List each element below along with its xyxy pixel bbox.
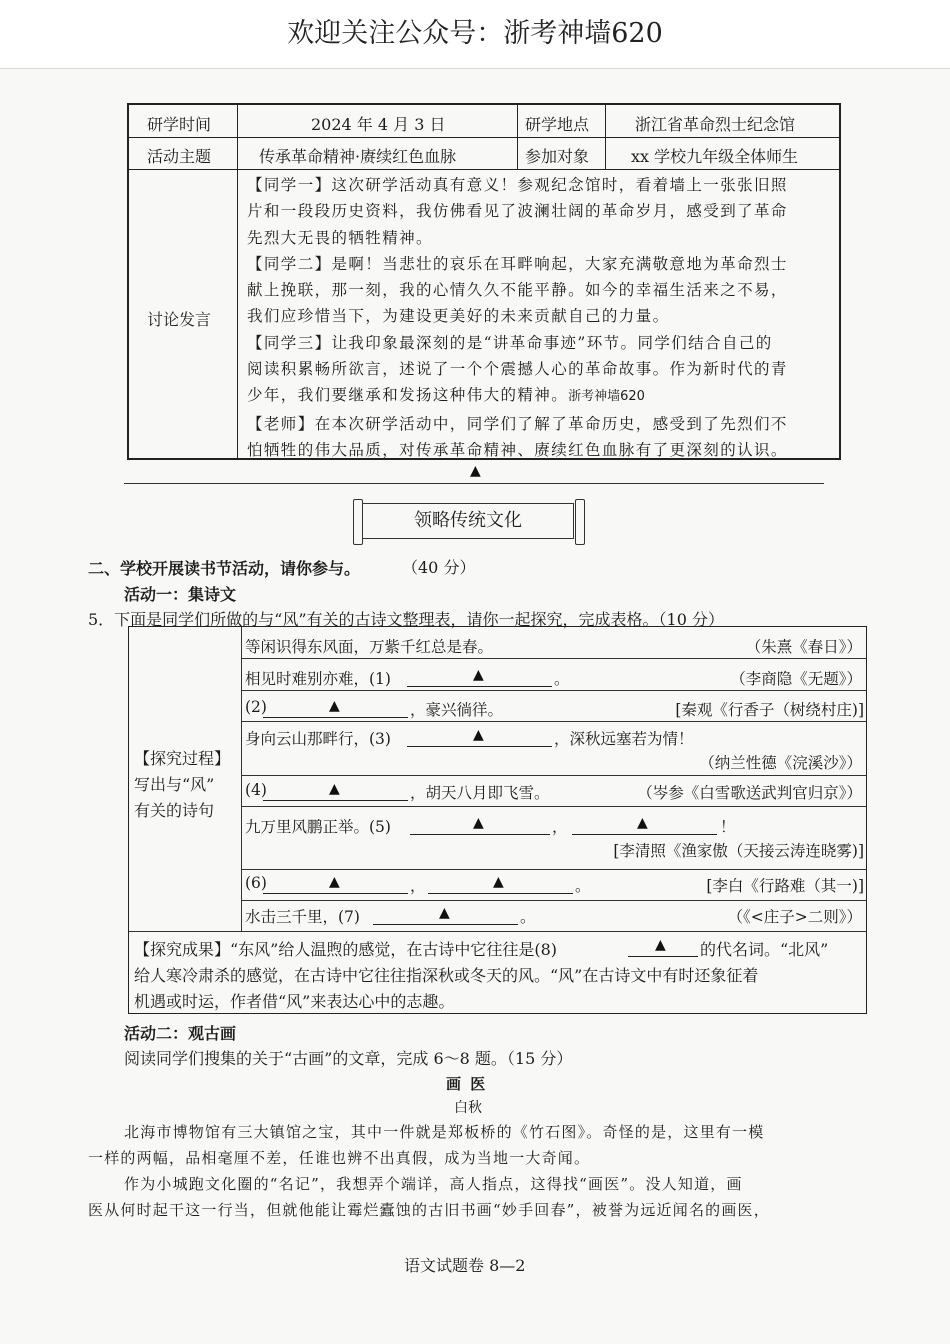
place-label: 研学地点 [525, 115, 590, 134]
poem-line: (2) [245, 698, 267, 716]
answer-blank-2[interactable] [263, 717, 408, 718]
poem-line: 相见时难别亦难，(1) [245, 670, 391, 688]
article-line: 北海市博物馆有三大镇馆之宝，其中一件就是郑板桥的《竹石图》。奇怪的是，这里有一模 [124, 1123, 765, 1141]
discussion-line: 【同学一】这次研学活动真有意义！参观纪念馆时，看着墙上一张张旧照 [247, 176, 788, 194]
article-author: 白秋 [454, 1100, 482, 1116]
blank-marker: ▲ [473, 667, 484, 683]
article-body [88, 1119, 770, 1223]
scroll-right-roll [575, 499, 585, 545]
discussion-line: 【老师】在本次研学活动中，同学们了解了革命历史，感受到了先烈们不 [247, 414, 788, 433]
banner-title: 欢迎关注公众号：浙考神墙620 [0, 0, 950, 69]
page-footer: 语文试题卷 8—2 [404, 1256, 526, 1275]
poem-line: ，深秋远塞若为情！ [554, 730, 694, 748]
poem-source: [李白《行路难（其一)] [706, 877, 864, 895]
section-title-box: 领略传统文化 [362, 503, 574, 539]
discussion-text [247, 172, 788, 463]
discussion-line: 先烈大无畏的牺牲精神。 [247, 228, 433, 247]
poem-line: 等闲识得东风面，万紫千红总是春。 [245, 638, 494, 656]
poem-line: 九万里风鹏正举。(5) [245, 818, 391, 836]
poem-line: ，豪兴徜徉。 [410, 701, 504, 719]
result-text: 给人寒冷肃杀的感觉，在古诗中它往往指深秋或冬天的风。“风”在古诗文中有时还象征着 [134, 966, 759, 985]
process-label: 【探究过程】 [134, 749, 231, 768]
time-label: 研学时间 [147, 115, 212, 134]
activity-two-intro: 阅读同学们搜集的关于“古画”的文章，完成 6～8 题。（15 分） [124, 1049, 573, 1068]
poem-line: (4) [245, 781, 267, 799]
poem-source: （李商隐《无题》） [730, 670, 862, 688]
time-value: 2024 年 4 月 3 日 [311, 115, 446, 134]
poem-source: （岑参《白雪歌送武判官归京》） [637, 784, 862, 802]
research-table [127, 103, 841, 460]
discussion-label: 讨论发言 [147, 310, 212, 329]
blank-marker: ▲ [655, 937, 666, 953]
blank-marker: ▲ [473, 815, 484, 831]
poem-punct: 。 [554, 670, 570, 688]
target-label: 参加对象 [525, 147, 590, 166]
answer-blank-5b[interactable] [572, 834, 717, 835]
poem-punct: ！ [720, 818, 736, 836]
poem-punct: 。 [520, 908, 536, 926]
result-text: 【探究成果】“东风”给人温煦的感觉，在古诗中它往往是(8) [134, 940, 558, 959]
process-label: 写出与“风” [134, 775, 215, 794]
answer-blank-8[interactable] [628, 956, 698, 957]
discussion-line: 献上挽联，那一刻，我的心情久久不能平静。如今的幸福生活来之不易， [247, 281, 788, 300]
section-two-score: （40 分） [402, 558, 476, 577]
theme-value: 传承革命精神·赓续红色血脉 [259, 147, 457, 166]
discussion-line: 阅读积累畅所欲言，述说了一个个震撼人心的革命故事。作为新时代的青 [247, 360, 788, 379]
answer-blank-5a[interactable] [410, 834, 550, 835]
article-line: 一样的两幅，品相毫厘不差，任谁也辨不出真假，成为当地一大奇闻。 [88, 1149, 591, 1167]
discussion-line: 【同学三】让我印象最深刻的是“讲革命事迹”环节。同学们结合自己的 [247, 333, 773, 352]
poem-line: 水击三千里，(7) [245, 908, 360, 926]
discussion-line: 片和一段段历史资料，我仿佛看见了波澜壮阔的革命岁月，感受到了革命 [247, 202, 788, 221]
poem-source: （朱熹《春日》） [745, 638, 862, 656]
theme-label: 活动主题 [147, 147, 212, 166]
result-text: 的代名词。“北风” [700, 940, 829, 959]
poem-punct: 。 [575, 877, 591, 895]
activity-one-title: 活动一：集诗文 [124, 585, 237, 604]
poem-source: （纳兰性德《浣溪沙》） [699, 754, 862, 772]
blank-marker: ▲ [439, 905, 450, 921]
discussion-line: 少年，我们要继承和发扬这种伟大的精神。浙考神墙620 [247, 386, 645, 405]
answer-blank-7[interactable] [373, 924, 518, 925]
article-title: 画 医 [446, 1075, 488, 1093]
discussion-line: 【同学二】是啊！当悲壮的哀乐在耳畔响起，大家充满敬意地为革命烈士 [247, 254, 788, 273]
question-5: 5．下面是同学们所做的与“风”有关的古诗文整理表，请你一起探究，完成表格。（10 分） [88, 610, 724, 629]
process-label: 有关的诗句 [134, 801, 215, 820]
place-value: 浙江省革命烈士纪念馆 [635, 115, 796, 134]
poem-punct: ， [552, 818, 568, 836]
answer-blank-1[interactable] [407, 686, 552, 687]
poem-line: 身向云山那畔行，(3) [245, 730, 391, 748]
blank-marker: ▲ [329, 781, 340, 797]
poem-source: （《<庄子>二则》） [727, 908, 862, 926]
answer-blank-3[interactable] [407, 746, 552, 747]
poem-punct: ， [410, 877, 426, 895]
blank-marker: ▲ [493, 874, 504, 890]
blank-marker: ▲ [470, 463, 481, 479]
divider [124, 483, 824, 484]
answer-blank-6b[interactable] [428, 893, 573, 894]
blank-marker: ▲ [637, 815, 648, 831]
answer-blank-6a[interactable] [263, 893, 408, 894]
blank-marker: ▲ [473, 727, 484, 743]
answer-blank-4[interactable] [263, 800, 408, 801]
poem-source: [秦观《行香子（树绕村庄)] [675, 701, 864, 719]
article-line: 医从何时起干这一行当，但就他能让霉烂蠹蚀的古旧书画“妙手回春”，被誉为远近闻名的画医， [88, 1201, 770, 1219]
target-value: xx 学校九年级全体师生 [631, 147, 799, 166]
poem-source: [李清照《渔家傲（天接云涛连晓雾)] [613, 842, 864, 860]
discussion-line: 怕牺牲的伟大品质，对传承革命精神、赓续红色血脉有了更深刻的认识。 [247, 440, 788, 459]
blank-marker: ▲ [329, 698, 340, 714]
activity-two-title: 活动二：观古画 [124, 1024, 237, 1043]
section-two-title: 二、学校开展读书节活动，请你参与。 [88, 559, 361, 578]
result-text: 机遇或时运，作者借“风”来表达心中的志趣。 [134, 992, 455, 1011]
poem-line: ，胡天八月即飞雪。 [410, 784, 550, 802]
discussion-line: 我们应珍惜当下，为建设更美好的未来贡献自己的力量。 [247, 307, 670, 326]
blank-marker: ▲ [329, 874, 340, 890]
watermark: 浙考神墙620 [568, 389, 645, 405]
poem-line: (6) [245, 874, 267, 892]
article-line: 作为小城跑文化圈的“名记”，我想弄个端详，高人指点，这得找“画医”。没人知道，画 [124, 1175, 743, 1193]
